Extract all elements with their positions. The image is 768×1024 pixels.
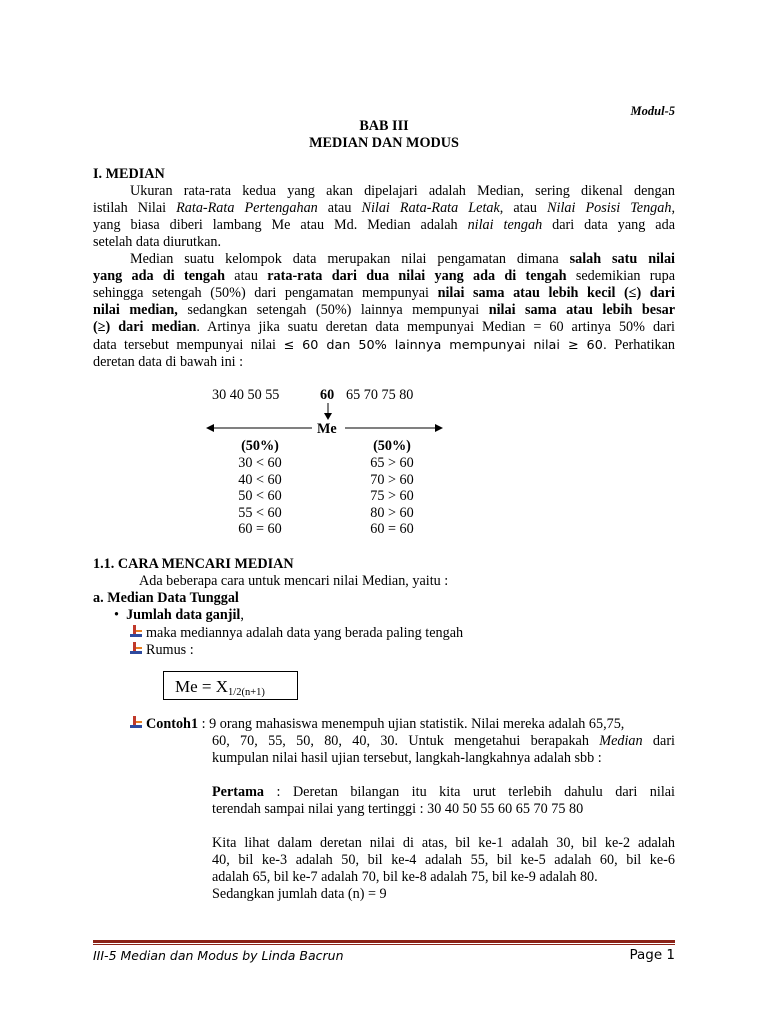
text-run: atau bbox=[225, 268, 268, 284]
right-half-header: (50%) bbox=[373, 438, 411, 454]
text-run: , bbox=[671, 200, 675, 216]
chapter-title: BAB III bbox=[359, 118, 409, 134]
section-intro: Ada beberapa cara untuk mencari nilai Median, yaitu : bbox=[139, 573, 449, 589]
text-run: nilai sama atau lebih kecil (≤) dari bbox=[437, 285, 675, 301]
step-pertama-line-2: terendah sampai nilai yang tertinggi : 30 40 50 55 60 65 70 75 80 bbox=[212, 801, 584, 817]
formula-box bbox=[163, 671, 298, 700]
bullet-jumlah-ganjil bbox=[114, 607, 244, 624]
list-item: 60 = 60 bbox=[370, 521, 414, 538]
example-1-line-2 bbox=[212, 733, 675, 750]
text-run: sedemikian rupa bbox=[566, 268, 675, 284]
list-item: 65 > 60 bbox=[370, 455, 414, 471]
example-1-line-3: kumpulan nilai hasil ujian tersebut, langkah-langkahnya adalah sbb : bbox=[212, 750, 602, 766]
list-item: 40 < 60 bbox=[238, 471, 282, 488]
explanation-line-2: 40, bil ke-3 adalah 50, bil ke-4 adalah 55, bil ke-5 adalah 60, bil ke-6 bbox=[212, 852, 675, 868]
text-run: nilai sama atau lebih besar bbox=[488, 302, 676, 318]
chapter-subtitle: MEDIAN DAN MODUS bbox=[309, 135, 459, 151]
text-run: . Artinya jika suatu deretan data mempunyai Median = 60 artinya 50% dari bbox=[196, 319, 675, 335]
text-run: rata-rata dari dua nilai yang ada di tengah bbox=[267, 268, 567, 284]
text-run: (≥) dari median bbox=[93, 319, 197, 335]
text-run: sedangkan setengah (50%) lainnya mempunyai bbox=[177, 302, 489, 318]
page-number: Page 1 bbox=[629, 947, 675, 963]
explanation-line-1: Kita lihat dalam deretan nilai di atas, bil ke-1 adalah 30, bil ke-2 adalah bbox=[212, 835, 675, 851]
text-run: Median suatu kelompok data merupakan nilai pengamatan dimana bbox=[130, 251, 570, 267]
formula-text bbox=[175, 677, 265, 702]
text-run: istilah Nilai bbox=[93, 200, 177, 216]
text-run: atau bbox=[317, 200, 362, 216]
text-run: Contoh1 bbox=[146, 716, 199, 732]
series-median-value: 60 bbox=[320, 387, 335, 403]
list-item-rumus bbox=[130, 642, 194, 659]
median-arrows bbox=[0, 0, 768, 460]
right-half-list bbox=[352, 455, 432, 538]
text-run: dari bbox=[642, 733, 675, 749]
list-item-median-tengah bbox=[130, 625, 463, 642]
footer-rule-thin bbox=[93, 944, 675, 945]
text-run: nilai tengah bbox=[467, 217, 543, 233]
list-item: 70 > 60 bbox=[370, 471, 414, 488]
list-item: 75 > 60 bbox=[370, 488, 414, 505]
text-run: , atau bbox=[499, 200, 548, 216]
text-run: Nilai Rata-Rata Letak bbox=[361, 200, 500, 216]
text-run: , bbox=[240, 607, 244, 623]
arrow-bullet-icon bbox=[130, 716, 143, 729]
list-item: 50 < 60 bbox=[238, 488, 282, 505]
footer-title: III-5 Median dan Modus by Linda Bacrun bbox=[93, 948, 344, 963]
subsection-a-heading: a. Median Data Tunggal bbox=[93, 590, 239, 606]
text-run: : 9 orang mahasiswa menempuh ujian statistik. Nilai mereka adalah 65,75, bbox=[198, 716, 625, 732]
list-item: 30 < 60 bbox=[238, 455, 282, 471]
text-run: Me = X bbox=[175, 677, 229, 696]
text-run: yang ada di tengah bbox=[93, 268, 225, 284]
list-item: 60 = 60 bbox=[238, 521, 282, 538]
arrow-bullet-icon bbox=[130, 625, 143, 638]
paragraph-2-line-7: deretan data di bawah ini : bbox=[93, 354, 244, 370]
text-run: Rata-Rata Pertengahan bbox=[176, 200, 318, 216]
text-run: salah satu nilai bbox=[569, 251, 675, 267]
text-run: dari data yang ada bbox=[542, 217, 675, 233]
arrow-bullet-icon bbox=[130, 642, 143, 655]
text-run: Rumus : bbox=[146, 642, 194, 658]
text-run: 1/2(n+1) bbox=[228, 687, 265, 698]
module-label: Modul-5 bbox=[630, 104, 675, 118]
footer-rule bbox=[93, 940, 675, 943]
list-item: 80 > 60 bbox=[370, 504, 414, 521]
left-half-header: (50%) bbox=[241, 438, 279, 454]
explanation-line-3: adalah 65, bil ke-7 adalah 70, bil ke-8 adalah 75, bil ke-9 adalah 80. bbox=[212, 869, 598, 885]
left-half-list bbox=[220, 455, 300, 538]
step-pertama-line-1 bbox=[212, 784, 675, 801]
series-after-median: 65 70 75 80 bbox=[346, 387, 414, 403]
paragraph-1-line-4: setelah data diurutkan. bbox=[93, 234, 222, 250]
bullet-dot-icon: • bbox=[114, 607, 119, 623]
text-run: yang biasa diberi lambang Me atau Md. Median adalah bbox=[93, 217, 468, 233]
text-run: ≤ 60 dan 50% lainnya mempunyai nilai ≥ 60. bbox=[283, 338, 607, 353]
section-heading-cara-mencari: 1.1. CARA MENCARI MEDIAN bbox=[93, 556, 294, 572]
section-heading-median: I. MEDIAN bbox=[93, 166, 165, 182]
text-run: maka mediannya adalah data yang berada paling tengah bbox=[146, 625, 464, 641]
text-run: Pertama bbox=[212, 784, 264, 800]
text-run: data tersebut mempunyai nilai bbox=[93, 337, 284, 353]
text-run: Perhatikan bbox=[606, 337, 675, 353]
text-run: : Deretan bilangan itu kita urut terlebih dahulu dari nilai bbox=[264, 784, 675, 800]
text-run: 60, 70, 55, 50, 80, 40, 30. Untuk mengetahui berapakah bbox=[212, 733, 600, 749]
example-1-line-1 bbox=[130, 716, 624, 733]
series-before-median: 30 40 50 55 bbox=[212, 387, 280, 403]
list-item: 55 < 60 bbox=[238, 504, 282, 521]
explanation-line-4: Sedangkan jumlah data (n) = 9 bbox=[212, 886, 387, 902]
paragraph-1-line-1: Ukuran rata-rata kedua yang akan dipelajari adalah Median, sering dikenal dengan bbox=[130, 183, 675, 199]
median-label: Me bbox=[317, 421, 337, 437]
text-run: Nilai Posisi Tengah bbox=[547, 200, 672, 216]
text-run: Jumlah data ganjil bbox=[126, 607, 241, 623]
text-run: sehingga setengah (50%) dari pengamatan mempunyai bbox=[93, 285, 438, 301]
text-run: nilai median, bbox=[93, 302, 178, 318]
text-run: Median bbox=[599, 733, 643, 749]
